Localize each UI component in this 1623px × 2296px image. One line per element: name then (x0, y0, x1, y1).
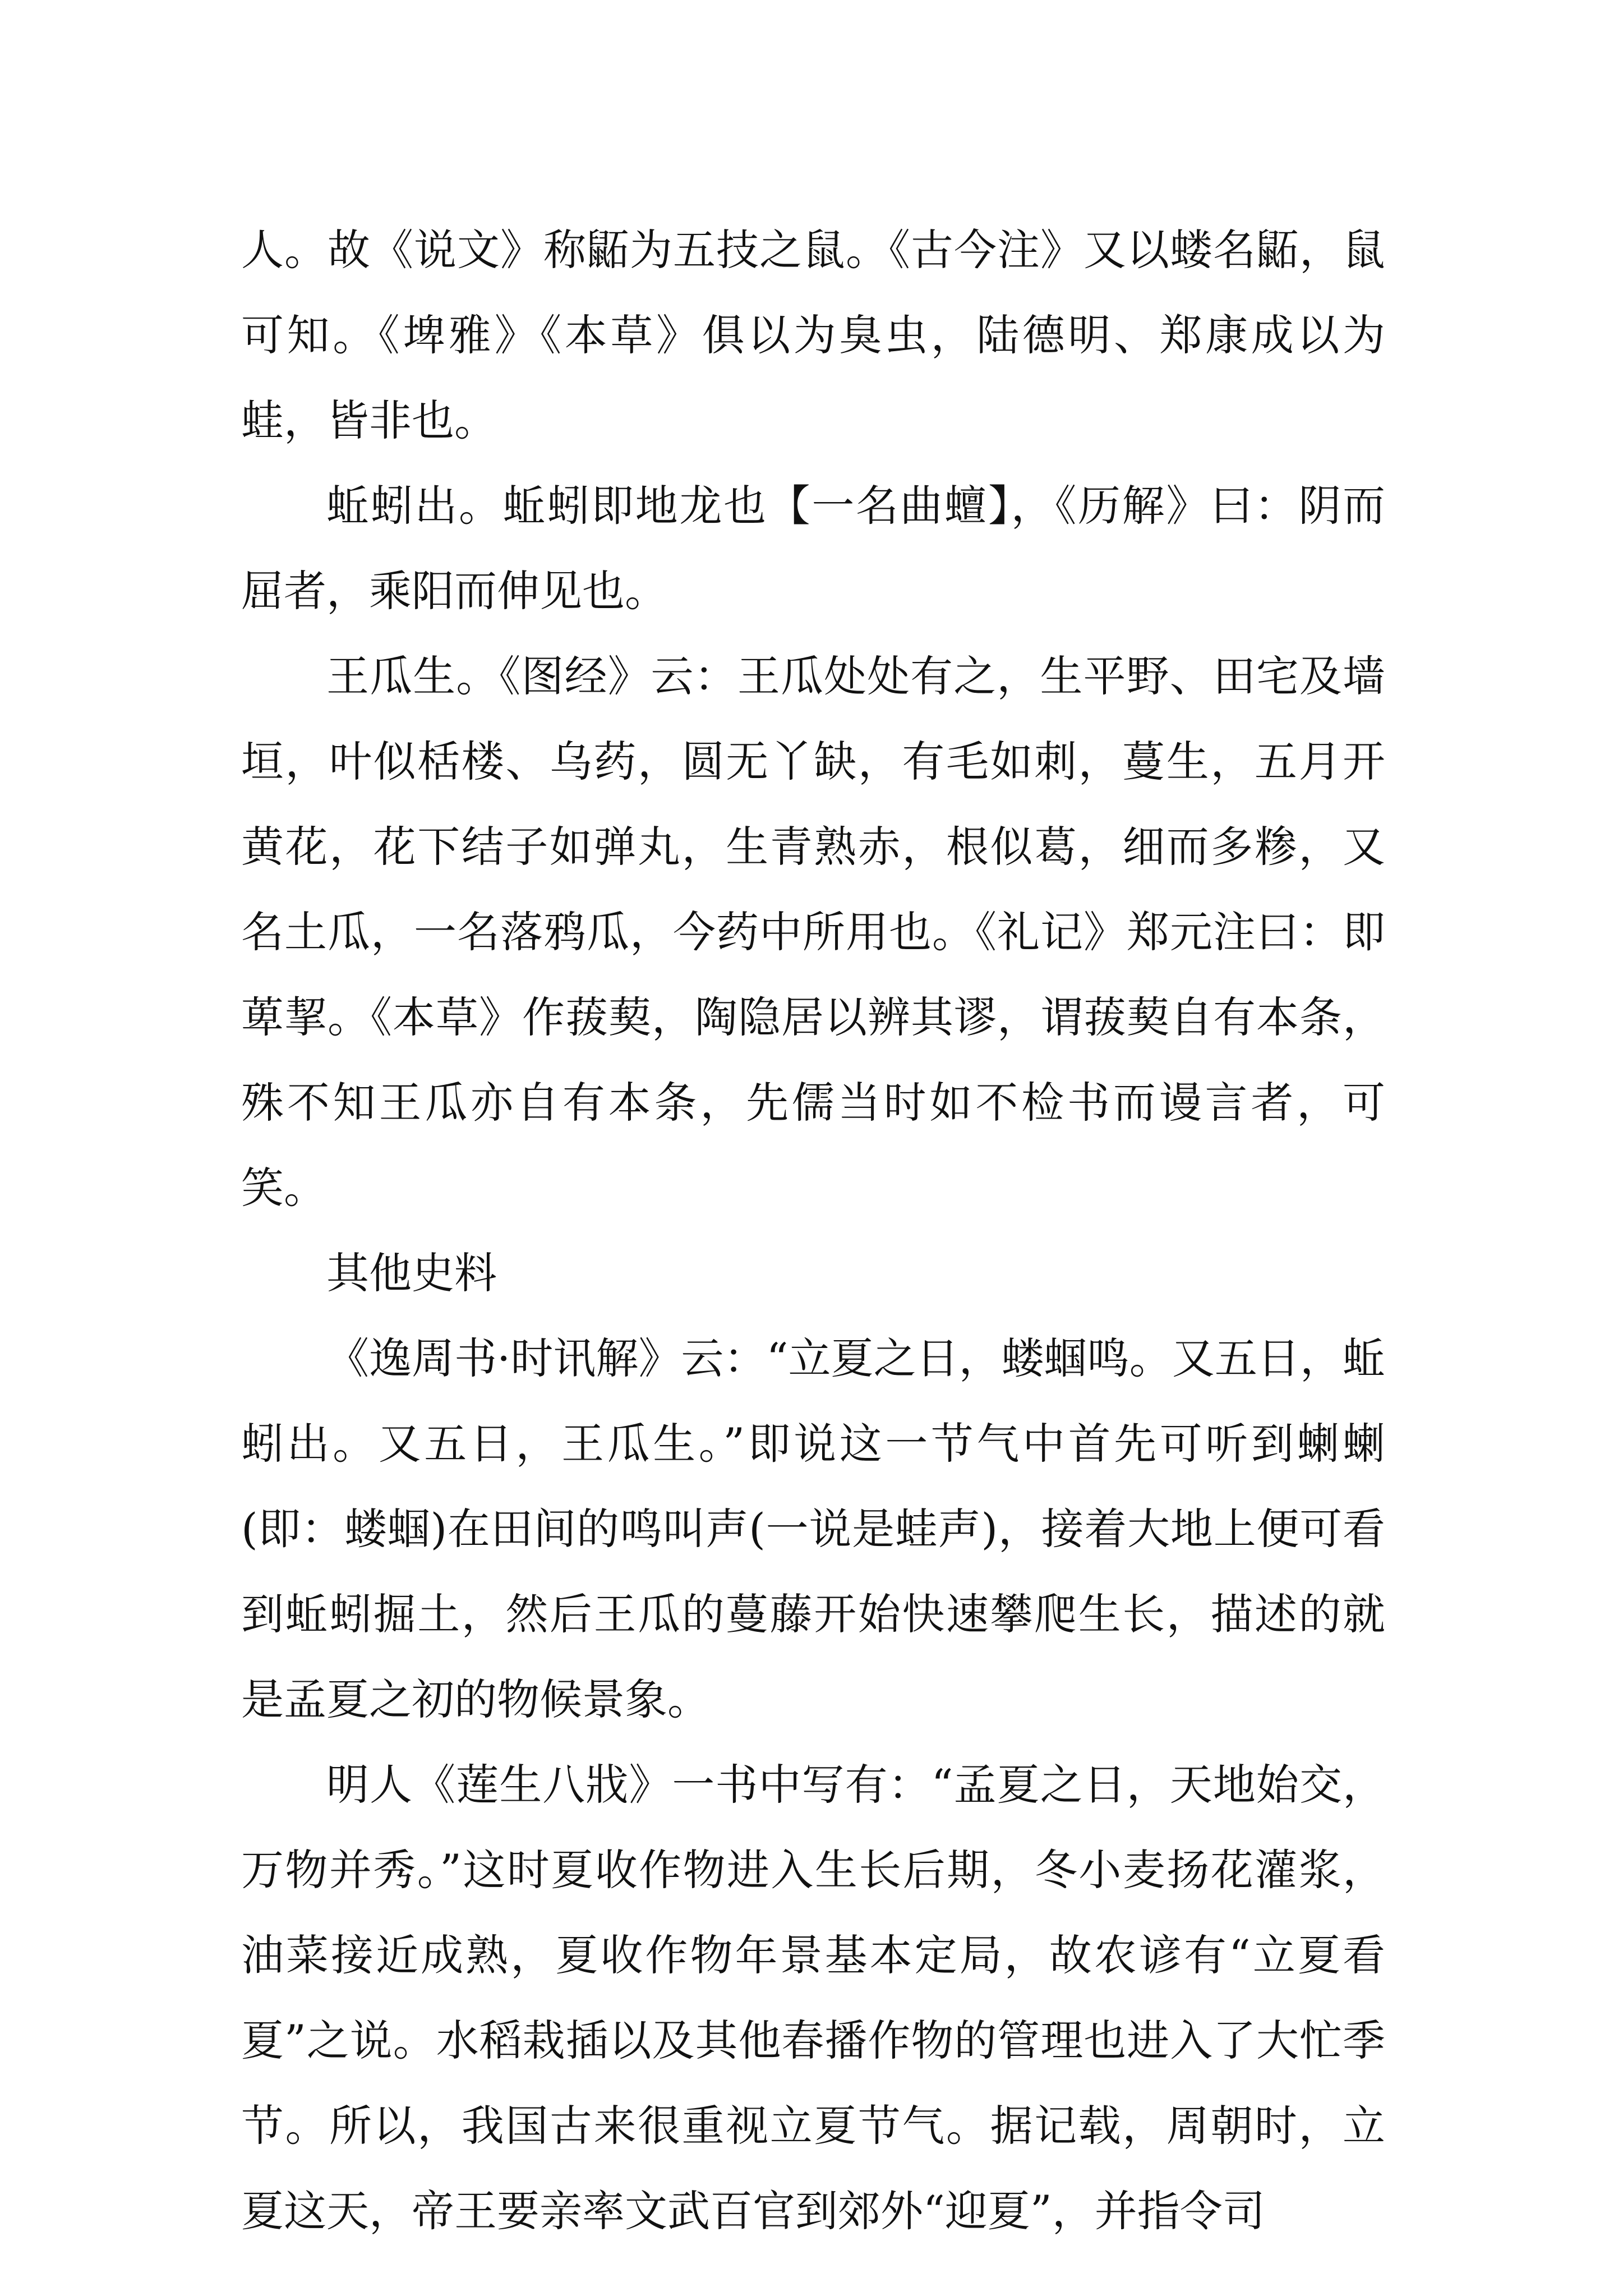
paragraph-ming-book: 明人《莲生八戕》一书中写有：“孟夏之日，天地始交，万物并秀。”这时夏收作物进入生长后期，冬小麦扬花灌浆，油菜接近成熟，夏收作物年景基本定局，故农谚有“立夏看夏”之说。水稻栽插以及其他春播作物的管理也进入了大忙季节。所以，我国古来很重视立夏节气。据记载，周朝时，立夏这天，帝王要亲率文武百官到郊外“迎夏”，并指令司 (241, 1760, 1385, 2236)
paragraph-earthworm: 蚯蚓出。蚯蚓即地龙也【一名曲蟺】，《历解》曰：阴而屈者，乘阳而伸见也。 (241, 481, 1385, 616)
section-heading-other-sources: 其他史料 (326, 1248, 497, 1298)
paragraph-yi-zhou-shu: 《逸周书·时讯解》云：“立夏之日，蝼蝈鸣。又五日，蚯蚓出。又五日，王瓜生。”即说这一节气中首先可听到蝲蝲(即：蝼蝈)在田间的鸣叫声(一说是蛙声)，接着大地上便可看到蚯蚓掘土，然后王瓜的蔓藤开始快速攀爬生长，描述的就是孟夏之初的物候景象。 (241, 1333, 1385, 1724)
paragraph-continuation: 人。故《说文》称鼫为五技之鼠。《古今注》又以蝼名鼫，鼠可知。《埤雅》《本草》俱以为臭虫，陆德明、郑康成以为蛙，皆非也。 (241, 225, 1385, 445)
paragraph-wang-gua: 王瓜生。《图经》云：王瓜处处有之，生平野、田宅及墙垣，叶似栝楼、乌药，圆无丫缺，有毛如刺，蔓生，五月开黄花，花下结子如弹丸，生青熟赤，根似葛，细而多糁，又名土瓜，一名落鸦瓜，今药中所用也。《礼记》郑元注曰：即萆挈。《本草》作菝葜，陶隐居以辨其谬，谓菝葜自有本条，殊不知王瓜亦自有本条，先儒当时如不检书而谩言者，可笑。 (241, 651, 1385, 1213)
document-page (241, 208, 1385, 2236)
